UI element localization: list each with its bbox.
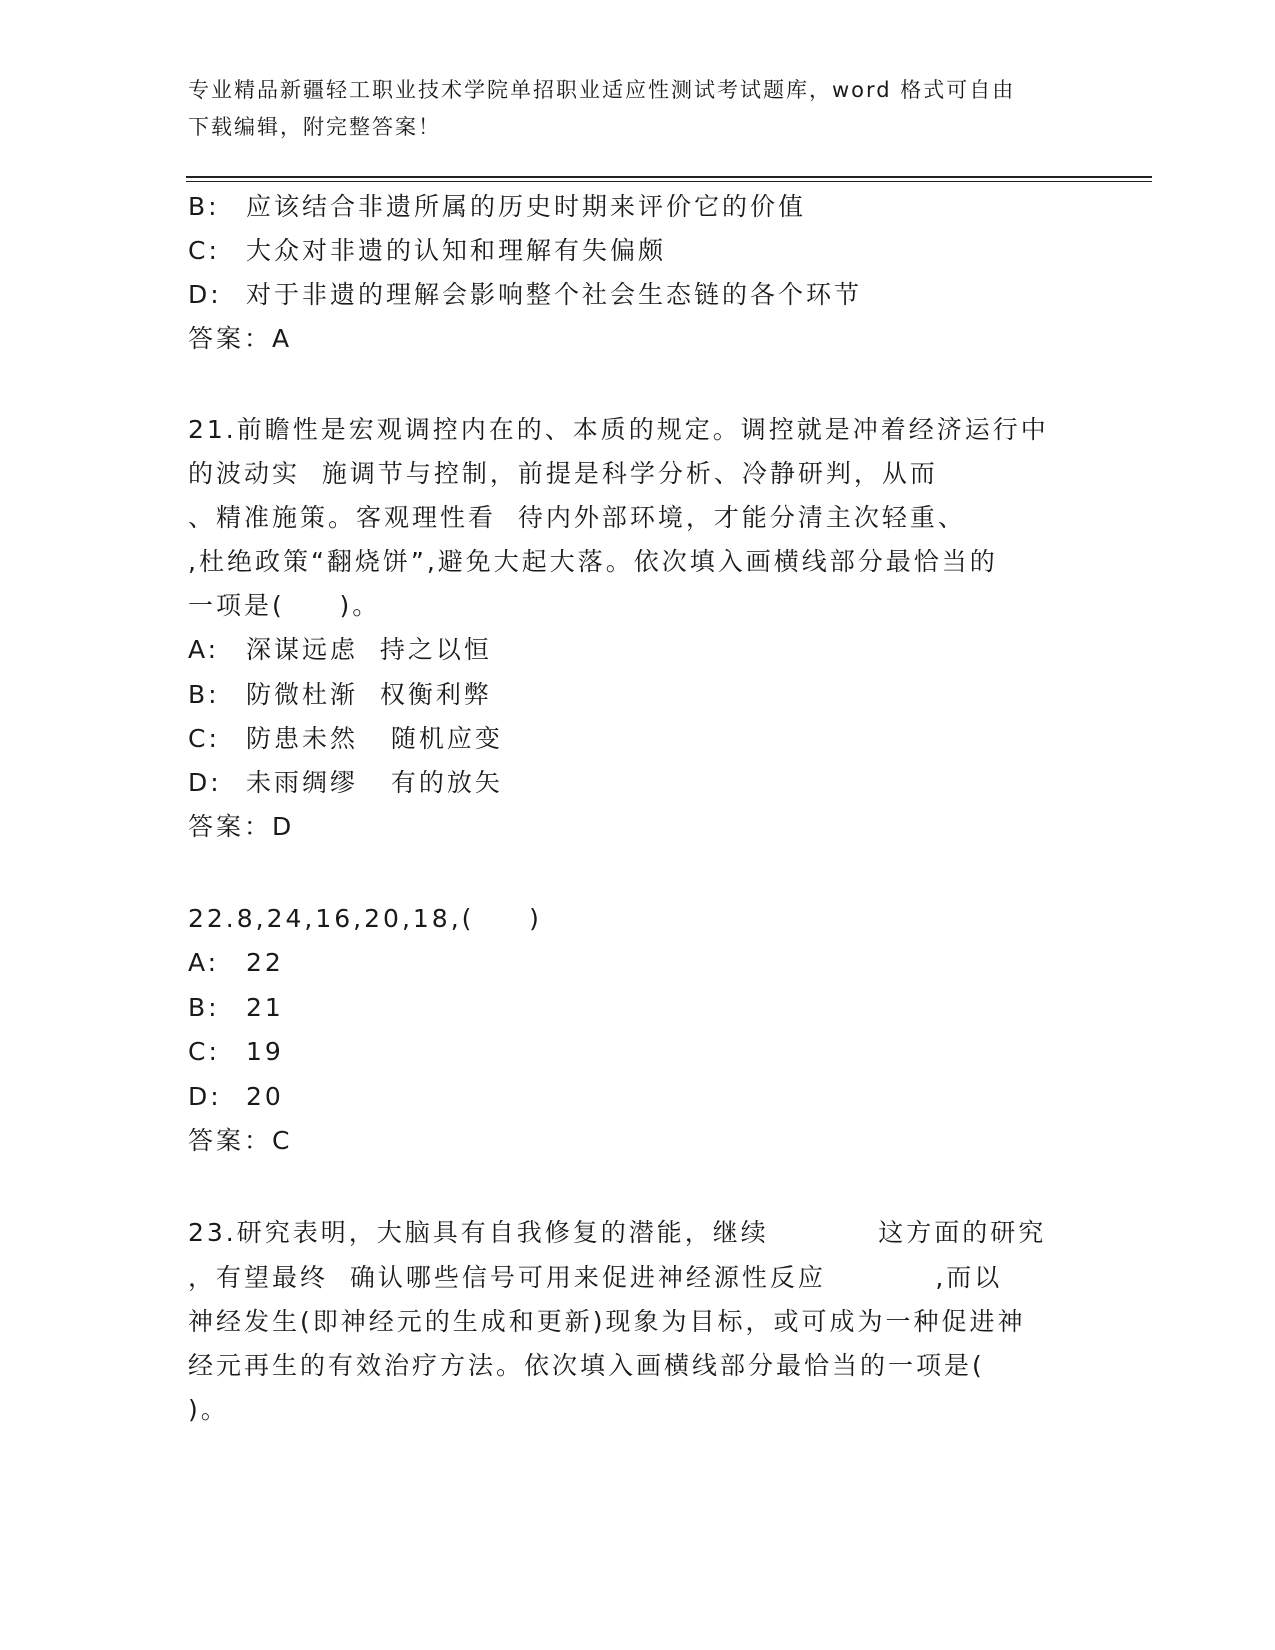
option-key: D: xyxy=(188,280,222,309)
option-text: 21 xyxy=(246,993,284,1022)
option-key: A: xyxy=(188,948,220,977)
q21-option-b xyxy=(188,679,492,711)
option-text: 应该结合非遗所属的历史时期来评价它的价值 xyxy=(246,192,807,221)
q20-option-d xyxy=(188,279,862,311)
option-text: 对于非遗的理解会影响整个社会生态链的各个环节 xyxy=(246,280,863,309)
q21-answer: 答案：D xyxy=(188,812,295,841)
header-line-2: 下载编辑，附完整答案！ xyxy=(188,115,441,139)
option-key: B: xyxy=(188,680,220,709)
option-text: 未雨绸缪 有的放矢 xyxy=(246,768,503,797)
q23-stem-line-3: 神经发生(即神经元的生成和更新)现象为目标，或可成为一种促进神 xyxy=(188,1307,1026,1336)
q21-option-d xyxy=(188,767,503,799)
q21-option-a xyxy=(188,634,492,666)
q21-stem-line-5: 一项是( )。 xyxy=(188,591,381,620)
q23-stem-line-2: ，有望最终 确认哪些信号可用来促进神经源性反应 ,而以 xyxy=(188,1263,1003,1292)
q23-stem-line-1: 23.研究表明，大脑具有自我修复的潜能，继续 这方面的研究 xyxy=(188,1218,1047,1247)
option-key: C: xyxy=(188,236,220,265)
q22-stem-line-1: 22.8,24,16,20,18,( ) xyxy=(188,904,542,933)
q22-option-b xyxy=(188,992,284,1024)
page-header xyxy=(188,72,1068,146)
option-key: C: xyxy=(188,724,220,753)
option-key: D: xyxy=(188,1082,222,1111)
q21-option-c xyxy=(188,723,503,755)
q20-answer: 答案：A xyxy=(188,324,293,353)
option-text: 22 xyxy=(246,948,284,977)
option-text: 19 xyxy=(246,1037,284,1066)
option-text: 防微杜渐 权衡利弊 xyxy=(246,680,492,709)
q22-option-a xyxy=(188,947,284,979)
option-text: 防患未然 随机应变 xyxy=(246,724,503,753)
q22-option-d xyxy=(188,1081,284,1113)
q21-stem-line-2: 的波动实 施调节与控制，前提是科学分析、冷静研判，从而 xyxy=(188,459,938,488)
option-text: 20 xyxy=(246,1082,284,1111)
option-text: 深谋远虑 持之以恒 xyxy=(246,635,492,664)
q21-stem-line-1: 21.前瞻性是宏观调控内在的、本质的规定。调控就是冲着经济运行中 xyxy=(188,415,1049,444)
q20-option-c xyxy=(188,235,666,267)
option-key: C: xyxy=(188,1037,220,1066)
header-line-1: 专业精品新疆轻工职业技术学院单招职业适应性测试考试题库，word 格式可自由 xyxy=(188,78,1016,102)
q22-option-c xyxy=(188,1036,284,1068)
q22-answer: 答案：C xyxy=(188,1126,293,1155)
option-key: B: xyxy=(188,993,220,1022)
q21-stem-line-4: ,杜绝政策“翻烧饼”,避免大起大落。依次填入画横线部分最恰当的 xyxy=(188,547,998,576)
header-divider-thick xyxy=(186,176,1152,178)
option-key: B: xyxy=(188,192,220,221)
option-key: A: xyxy=(188,635,220,664)
q20-option-b xyxy=(188,191,806,223)
q21-stem-line-3: 、精准施策。客观理性看 待内外部环境，才能分清主次轻重、 xyxy=(188,503,966,532)
q23-stem-line-5: )。 xyxy=(188,1395,229,1424)
option-text: 大众对非遗的认知和理解有失偏颇 xyxy=(246,236,667,265)
header-divider-thin xyxy=(186,181,1152,182)
q23-stem-line-4: 经元再生的有效治疗方法。依次填入画横线部分最恰当的一项是( xyxy=(188,1351,985,1380)
option-key: D: xyxy=(188,768,222,797)
